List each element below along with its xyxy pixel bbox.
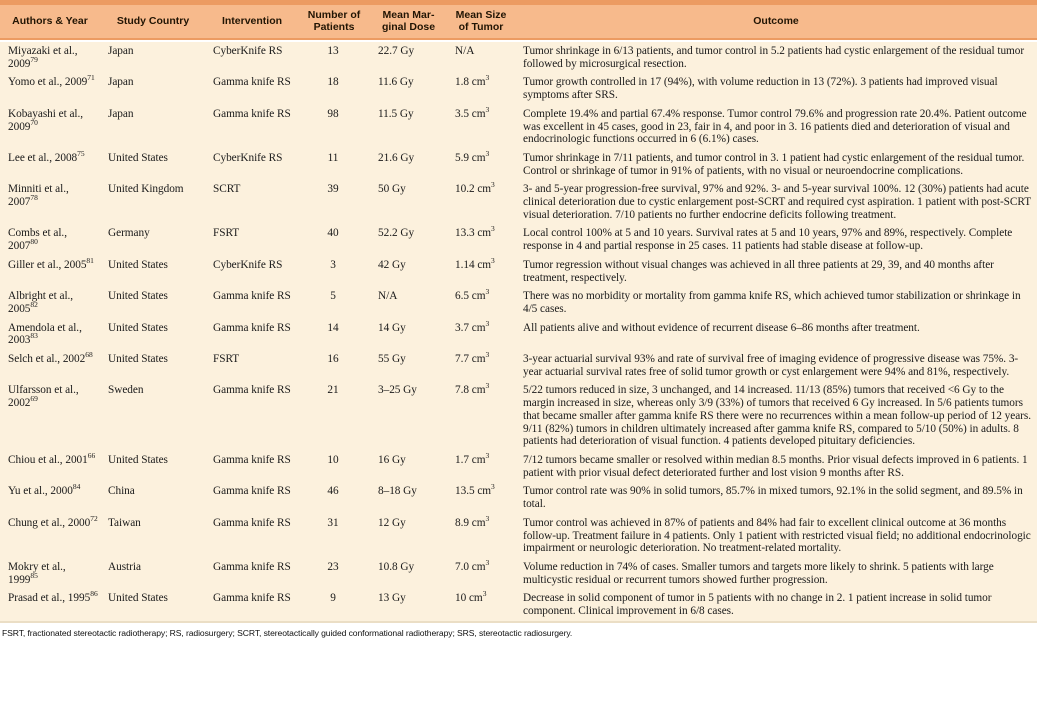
authors-cell: Kobayashi et al., 2009$^{70}$ [8, 107, 84, 133]
outcome-cell: 5/22 tumors reduced in size, 3 unchanged, and 14 increased. 11/13 (85%) tumors that received <6 Gy to the margin increased in size, whereas only 3/9 (33%) of tumors that received 6 Gy increased. In 5/6 patients tumors that became smaller after gamma knife RS there were no recurrences within a mean follow-up period of 12 years. 9/11 (82%) tumors in children ultimately increased after gamma knife RS, compared to 5/10 (50%) in adults. 8 patients had deterioration of visual function. 4 patients developed pituitary deficiencies. [523, 384, 1031, 448]
reference-superscript: 69 [30, 394, 38, 404]
size-cell: 1.7 $cm^3$ [455, 451, 490, 466]
country-cell: United States [108, 258, 168, 271]
dose-cell: 52.2 Gy [378, 227, 415, 240]
patients-cell: 31 [327, 516, 339, 529]
patients-cell: 23 [327, 560, 339, 573]
intervention-cell: FSRT [213, 353, 240, 366]
table-row [0, 105, 1037, 149]
reference-superscript: 81 [86, 256, 94, 266]
size-cell: 13.5 $cm^3$ [455, 482, 495, 498]
country-cell: United States [108, 453, 168, 466]
reference-superscript: 68 [85, 350, 93, 360]
size-cell: 1.8 $cm^3$ [455, 73, 490, 89]
outcome-cell: 3-year actuarial survival 93% and rate of survival free of imaging evidence of progressive disease was 75%. 3-year actuarial survival rates free of solid tumor growth or cyst enlargement were 94% and 81%, respectively. [523, 353, 1019, 378]
dose-cell: 12 Gy [378, 516, 406, 529]
intervention-cell: Gamma knife RS [213, 516, 291, 529]
patients-cell: 98 [327, 107, 339, 120]
dose-cell: N/A [378, 290, 398, 303]
table-header [0, 0, 1037, 40]
cubed-superscript: 3 [482, 589, 487, 599]
size-cell: 8.9 $cm^3$ [455, 514, 490, 529]
authors-cell: Combs et al., 2007$^{80}$ [8, 227, 67, 253]
cubed-superscript: 3 [491, 224, 495, 234]
patients-cell: 10 [327, 453, 339, 466]
dose-cell: 22.7 Gy [378, 45, 415, 57]
intervention-cell: Gamma knife RS [213, 321, 291, 334]
country-cell: Sweden [108, 384, 144, 397]
cubed-superscript: 3 [491, 482, 495, 492]
cubed-superscript: 3 [485, 381, 490, 391]
reference-superscript: 80 [30, 237, 38, 247]
table-row [0, 350, 1037, 381]
col-header-patients: Number of Patients [307, 9, 361, 33]
size-cell: 7.8 $cm^3$ [455, 381, 490, 397]
authors-cell: Minniti et al., 2007$^{78}$ [8, 183, 69, 209]
outcome-cell: Local control 100% at 5 and 10 years. Survival rates at 5 and 10 years, 97% and 89%, respectively. Complete response in 4 and partial response in 25 cases. 11 patients had stable disease at follow-up. [523, 227, 1013, 253]
table-row [0, 451, 1037, 482]
size-cell: 7.0 $cm^3$ [455, 558, 490, 573]
dose-cell: 16 Gy [378, 453, 406, 466]
abbreviations-note: FSRT, fractionated stereotactic radiotherapy; RS, radiosurgery; SCRT, stereotactically guided conformational radiotherapy; SRS, stereotactic radiosurgery. [2, 627, 573, 638]
size-cell: 13.3 $cm^3$ [455, 224, 495, 240]
country-cell: Germany [108, 227, 150, 240]
outcome-cell: Complete 19.4% and partial 67.4% response. Tumor control 79.6% and progression rate 20.4%. Patient outcome was excellent in 45 cases, good in 23, fair in 4, and poor in 3. 16 patients died and deterioration of visual and endocrinologic functions occurred in 6 (6.1%) cases. [523, 107, 1027, 146]
country-cell: Japan [108, 45, 134, 57]
intervention-cell: FSRT [213, 227, 240, 240]
outcome-cell: There was no morbidity or mortality from gamma knife RS, which achieved tumor stabilization or shrinkage in 4/5 cases. [523, 290, 1021, 315]
intervention-cell: Gamma knife RS [213, 592, 291, 605]
col-header-intervention: Intervention [221, 14, 283, 27]
country-cell: Japan [108, 76, 134, 89]
patients-cell: 16 [327, 353, 339, 366]
country-cell: United States [108, 321, 168, 334]
table-row [0, 42, 1037, 73]
reference-superscript: 82 [30, 300, 38, 310]
dose-cell: 10.8 Gy [378, 560, 415, 573]
patients-cell: 18 [327, 76, 339, 89]
country-cell: Taiwan [108, 516, 141, 529]
country-cell: Japan [108, 107, 134, 120]
outcome-cell: Tumor regression without visual changes was achieved in all three patients at 29, 39, and 40 months after treatment, respectively. [523, 258, 994, 284]
dose-cell: 21.6 Gy [378, 151, 415, 164]
reference-superscript: 75 [77, 149, 85, 159]
authors-cell: Chiou et al., 2001$^{66}$ [8, 451, 96, 466]
reference-superscript: 79 [30, 54, 38, 64]
col-header-outcome: Outcome [753, 14, 799, 27]
reference-superscript: 83 [30, 331, 38, 341]
intervention-cell: CyberKnife RS [213, 151, 283, 164]
table-row [0, 149, 1037, 180]
dose-cell: 42 Gy [378, 258, 406, 271]
country-cell: United Kingdom [108, 183, 184, 196]
dose-cell: 55 Gy [378, 353, 406, 366]
patients-cell: 21 [327, 384, 339, 397]
table-row [0, 180, 1037, 224]
reference-superscript: 66 [87, 451, 96, 461]
authors-cell: Yu et al., 2000$^{84}$ [8, 482, 81, 498]
size-cell: 10.2 $cm^3$ [455, 180, 495, 196]
outcome-cell: Decrease in solid component of tumor in 5 patients with no change in 2. 1 patient increase in solid tumor component. Clinical improvement in 6/8 cases. [523, 592, 992, 618]
cubed-superscript: 3 [485, 105, 490, 115]
col-header-size: Mean Size of Tumor [455, 9, 507, 33]
intervention-cell: Gamma knife RS [213, 290, 291, 303]
size-cell: 5.9 $cm^3$ [455, 149, 490, 164]
outcome-cell: 3- and 5-year progression-free survival, 97% and 92%. 3- and 5-year survival 100%. 12 (30%) patients had acute clinical deterioration due to cystic enlargement post-SCRT and required cyst aspiration. 1 patient with post-SCRT visual deterioration. 7/10 patients no further endocrine deficits following treatment. [523, 183, 1031, 221]
table-row [0, 287, 1037, 318]
table-row [0, 482, 1037, 513]
reference-superscript: 70 [30, 117, 38, 127]
authors-cell: Selch et al., 2002$^{68}$ [8, 350, 93, 366]
dose-cell: 8–18 Gy [378, 485, 417, 498]
outcome-cell: Volume reduction in 74% of cases. Smaller tumors and targets more likely to shrink. 5 patients with large multicystic residual or recurrent tumors showed further progression. [523, 560, 994, 586]
intervention-cell: CyberKnife RS [213, 45, 283, 57]
outcome-cell: Tumor growth controlled in 17 (94%), with volume reduction in 13 (72%). 3 patients had improved visual symptoms after SRS. [523, 76, 998, 102]
intervention-cell: Gamma knife RS [213, 76, 291, 89]
country-cell: United States [108, 151, 168, 164]
authors-cell: Albright et al., 2005$^{82}$ [8, 290, 74, 315]
intervention-cell: Gamma knife RS [213, 107, 291, 120]
dose-cell: 11.6 Gy [378, 76, 414, 89]
outcome-cell: 7/12 tumors became smaller or resolved within median 8.5 months. Prior visual defects improved in 6 patients. 1 patient with prior visual defect deteriorated further and lost vision 9 months after RS. [523, 453, 1028, 479]
table-row [0, 514, 1037, 558]
intervention-cell: Gamma knife RS [213, 384, 291, 397]
authors-cell: Miyazaki et al., 2009$^{79}$ [8, 45, 78, 70]
authors-cell: Ulfarsson et al., 2002$^{69}$ [8, 384, 79, 410]
reference-superscript: 71 [87, 73, 95, 83]
table-row [0, 319, 1037, 350]
authors-cell: Chung et al., 2000$^{72}$ [8, 514, 98, 529]
cubed-superscript: 3 [485, 287, 490, 297]
authors-cell: Amendola et al., 2003$^{83}$ [8, 321, 82, 347]
table-row [0, 589, 1037, 621]
dose-cell: 3–25 Gy [378, 384, 417, 397]
size-cell: 7.7 $cm^3$ [455, 350, 490, 366]
intervention-cell: Gamma knife RS [213, 485, 291, 498]
outcome-cell: All patients alive and without evidence of recurrent disease 6–86 months after treatment. [523, 321, 920, 334]
country-cell: China [108, 485, 135, 498]
table-row [0, 381, 1037, 451]
reference-superscript: 85 [30, 570, 38, 580]
authors-cell: Yomo et al., 2009$^{71}$ [8, 73, 95, 89]
patients-cell: 11 [327, 151, 339, 164]
dose-cell: 13 Gy [378, 592, 406, 605]
dose-cell: 14 Gy [378, 321, 406, 334]
cubed-superscript: 3 [491, 256, 495, 266]
size-cell: 3.5 $cm^3$ [455, 105, 490, 120]
outcome-cell: Tumor control rate was 90% in solid tumors, 85.7% in mixed tumors, 92.1% in the solid segment, and 89.5% in total. [523, 485, 1023, 511]
col-header-dose: Mean Mar- ginal Dose [381, 9, 436, 33]
size-cell: N/A [455, 45, 475, 57]
cubed-superscript: 3 [485, 149, 490, 159]
outcome-cell: Tumor shrinkage in 6/13 patients, and tumor control in 5.2 patients had cystic enlargement of the residual tumor followed by microsurgical resection. [523, 45, 1025, 70]
cubed-superscript: 3 [485, 451, 490, 461]
intervention-cell: CyberKnife RS [213, 258, 283, 271]
cubed-superscript: 3 [485, 73, 490, 83]
table-row [0, 73, 1037, 104]
size-cell: 6.5 $cm^3$ [455, 287, 490, 303]
patients-cell: 14 [327, 321, 339, 334]
authors-cell: Lee et al., 2008$^{75}$ [8, 149, 85, 164]
patients-cell: 46 [327, 485, 339, 498]
table-row [0, 224, 1037, 255]
patients-cell: 3 [330, 258, 336, 271]
patients-cell: 13 [327, 45, 339, 57]
table-row [0, 256, 1037, 287]
cubed-superscript: 3 [491, 180, 495, 190]
cubed-superscript: 3 [485, 350, 490, 360]
reference-superscript: 84 [72, 482, 81, 492]
authors-cell: Prasad et al., 1995$^{86}$ [8, 589, 98, 605]
dose-cell: 11.5 Gy [378, 107, 414, 120]
intervention-cell: Gamma knife RS [213, 453, 291, 466]
country-cell: United States [108, 290, 168, 303]
table-row [0, 558, 1037, 589]
table-body [0, 42, 1037, 622]
intervention-cell: SCRT [213, 183, 241, 196]
cubed-superscript: 3 [485, 318, 490, 328]
cubed-superscript: 3 [485, 558, 490, 568]
patients-cell: 39 [327, 183, 339, 196]
size-cell: 1.14 $cm^3$ [455, 256, 495, 271]
patients-cell: 5 [330, 290, 336, 303]
reference-superscript: 78 [30, 193, 38, 203]
patients-cell: 40 [327, 227, 339, 240]
outcome-cell: Tumor shrinkage in 7/11 patients, and tumor control in 3. 1 patient had cystic enlargement of the residual tumor. Control or shrinkage of tumor in 91% of patients, with no visual or neuroendocrine complications. [523, 151, 1025, 177]
col-header-authors: Authors & Year [12, 14, 88, 27]
country-cell: United States [108, 353, 168, 366]
patients-cell: 9 [330, 592, 336, 605]
reference-superscript: 86 [90, 589, 98, 599]
reference-superscript: 72 [90, 514, 98, 524]
cubed-superscript: 3 [485, 514, 490, 524]
country-cell: Austria [108, 560, 141, 573]
size-cell: 3.7 $cm^3$ [455, 318, 490, 334]
dose-cell: 50 Gy [378, 183, 406, 196]
size-cell: 10 $cm^3$ [455, 589, 487, 605]
table-body-table [0, 42, 1037, 623]
col-header-country: Study Country [116, 14, 190, 27]
country-cell: United States [108, 592, 168, 605]
intervention-cell: Gamma knife RS [213, 560, 291, 573]
authors-cell: Mokry et al., 1999$^{85}$ [8, 560, 66, 586]
outcome-cell: Tumor control was achieved in 87% of patients and 84% had fair to excellent clinical outcome at 36 months follow-up. Treatment failure in 4 patients. Only 1 patient with restricted visual field; no additional endocrinologic impairment or neurologic deterioration. No treatment-related mortality. [523, 516, 1031, 555]
authors-cell: Giller et al., 2005$^{81}$ [8, 256, 94, 271]
